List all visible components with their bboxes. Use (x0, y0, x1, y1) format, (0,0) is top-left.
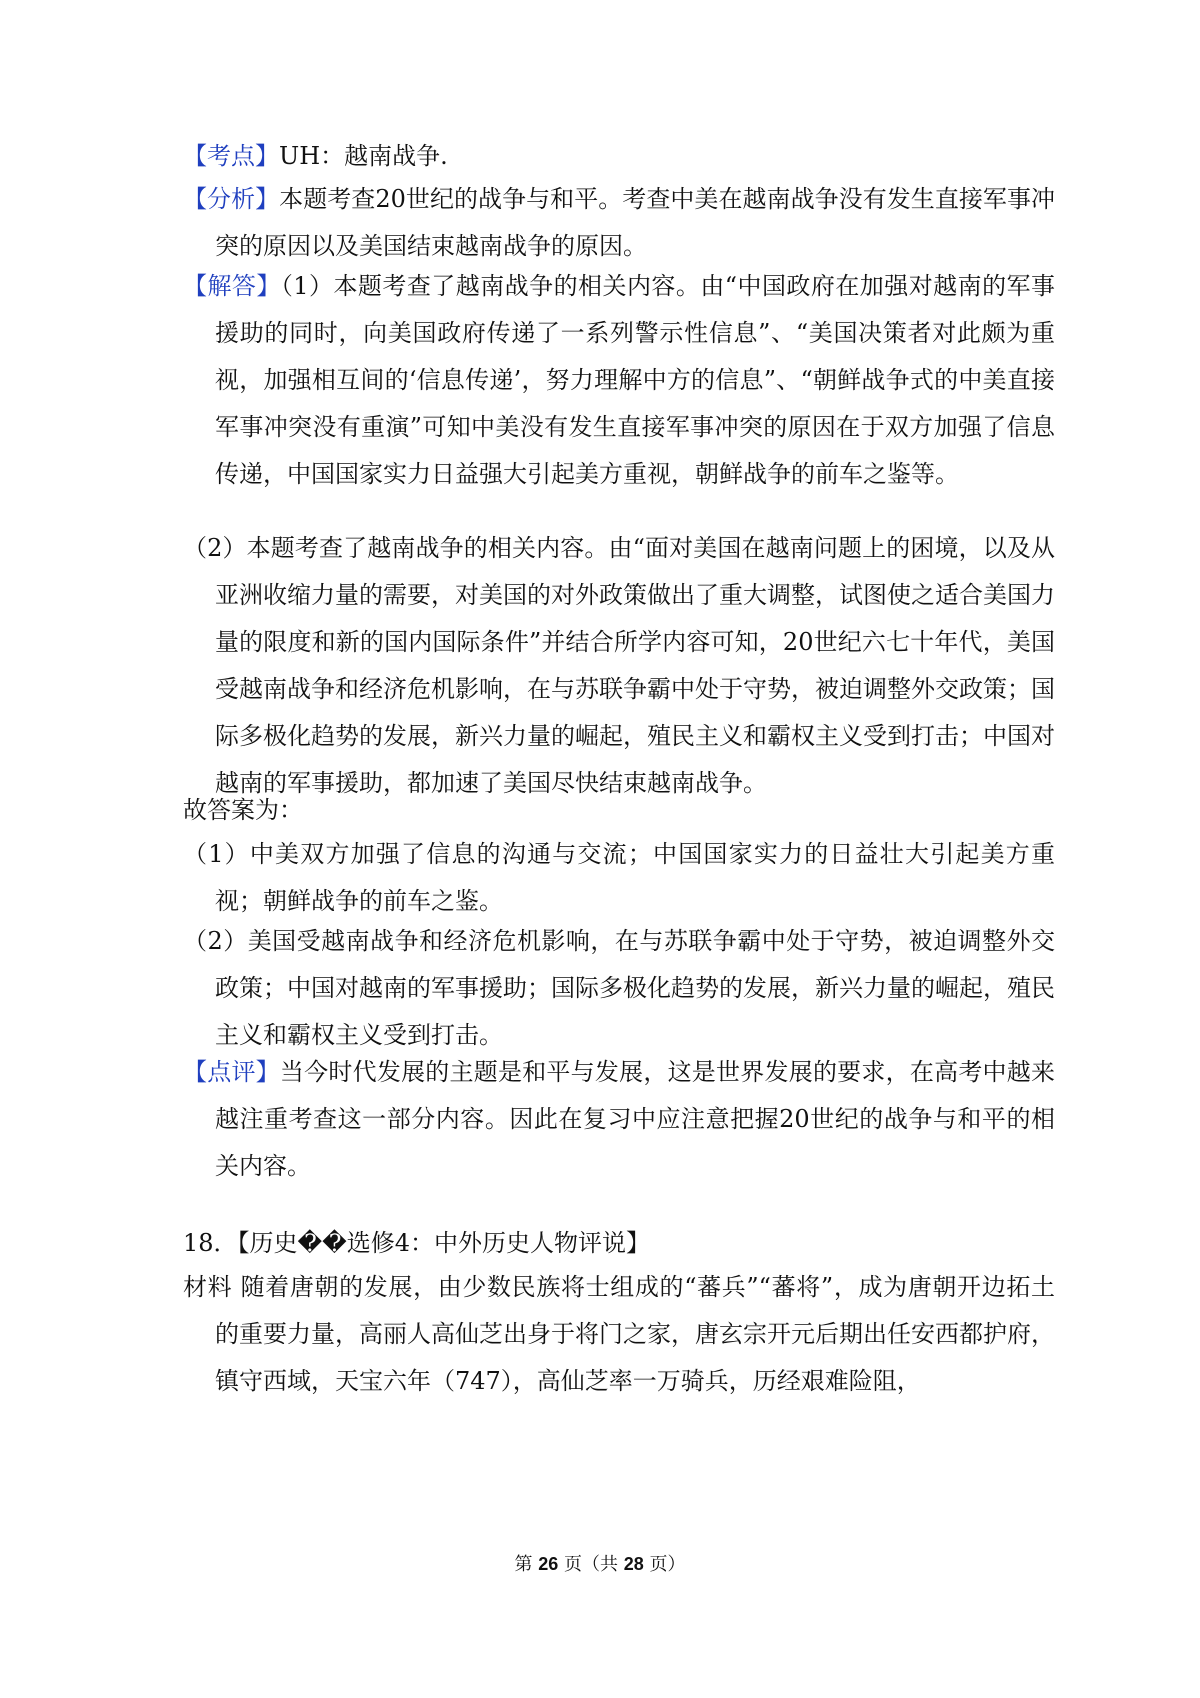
dianping-paragraph (183, 1049, 1055, 1190)
kaodian-paragraph (183, 133, 1055, 180)
jieda-label: 【解答】 (183, 272, 281, 300)
fenxi-text: 本题考查20世纪的战争与和平。考查中美在越南战争没有发生直接军事冲突的原因以及美国结束越南战争的原因。 (215, 185, 1055, 260)
footer-middle: 页（共 (558, 1554, 624, 1575)
footer-total-pages: 28 (623, 1554, 644, 1574)
jieda-text: （1）本题考查了越南战争的相关内容。由“中国政府在加强对越南的军事援助的同时，向美国政府传递了一系列警示性信息”、“美国决策者对此颇为重视，加强相互间的‘信息传递’，努力理解中方的信息”、“朝鲜战争式的中美直接军事冲突没有重演”可知中美没有发生直接军事冲突的原因在于双方加强了信息传递，中国国家实力日益强大引起美方重视，朝鲜战争的前车之鉴等。 (215, 272, 1055, 488)
footer-page-number: 26 (538, 1554, 559, 1574)
answer-heading-text: 故答案为： (183, 796, 303, 824)
footer-suffix: 页） (643, 1554, 686, 1575)
fenxi-paragraph (183, 176, 1055, 270)
jieda-part2-text: （2）本题考查了越南战争的相关内容。由“面对美国在越南问题上的困境，以及从亚洲收缩力量的需要，对美国的对外政策做出了重大调整，试图使之适合美国力量的限度和新的国内国际条件”并结合所学内容可知，20世纪六七十年代，美国受越南战争和经济危机影响，在与苏联争霸中处于守势，被迫调整外交政策；国际多极化趋势的发展，新兴力量的崛起，殖民主义和霸权主义受到打击；中国对越南的军事援助，都加速了美国尽快结束越南战争。 (183, 534, 1055, 797)
kaodian-text: UH：越南战争. (279, 142, 448, 170)
question-18-title (183, 1220, 1023, 1267)
answer-2-text: （2）美国受越南战争和经济危机影响，在与苏联争霸中处于守势，被迫调整外交政策；中国对越南的军事援助；国际多极化趋势的发展，新兴力量的崛起，殖民主义和霸权主义受到打击。 (183, 927, 1055, 1049)
footer-prefix: 第 (514, 1554, 539, 1575)
answer-heading (183, 787, 1023, 834)
jieda-part2-paragraph (183, 525, 1055, 807)
answer-1-paragraph (183, 831, 1055, 925)
jieda-paragraph (183, 263, 1055, 498)
dianping-text: 当今时代发展的主题是和平与发展，这是世界发展的要求，在高考中越来越注重考查这一部分内容。因此在复习中应注意把握20世纪的战争与和平的相关内容。 (215, 1058, 1056, 1180)
question-18-material-text: 材料 随着唐朝的发展，由少数民族将士组成的“蕃兵”“蕃将”，成为唐朝开边拓土的重要力量，高丽人高仙芝出身于将门之家，唐玄宗开元后期出任安西都护府，镇守西域，天宝六年（747），高仙芝率一万骑兵，历经艰难险阻， (183, 1273, 1055, 1395)
question-18-title-text: 18．【历史��选修4：中外历史人物评说】 (183, 1229, 651, 1257)
kaodian-label: 【考点】 (183, 142, 279, 170)
question-18-material (183, 1264, 1055, 1405)
dianping-label: 【点评】 (183, 1058, 280, 1086)
fenxi-label: 【分析】 (183, 185, 280, 213)
answer-1-text: （1）中美双方加强了信息的沟通与交流；中国国家实力的日益壮大引起美方重视；朝鲜战争的前车之鉴。 (183, 840, 1055, 915)
answer-2-paragraph (183, 918, 1055, 1059)
page-footer (0, 1552, 1200, 1577)
